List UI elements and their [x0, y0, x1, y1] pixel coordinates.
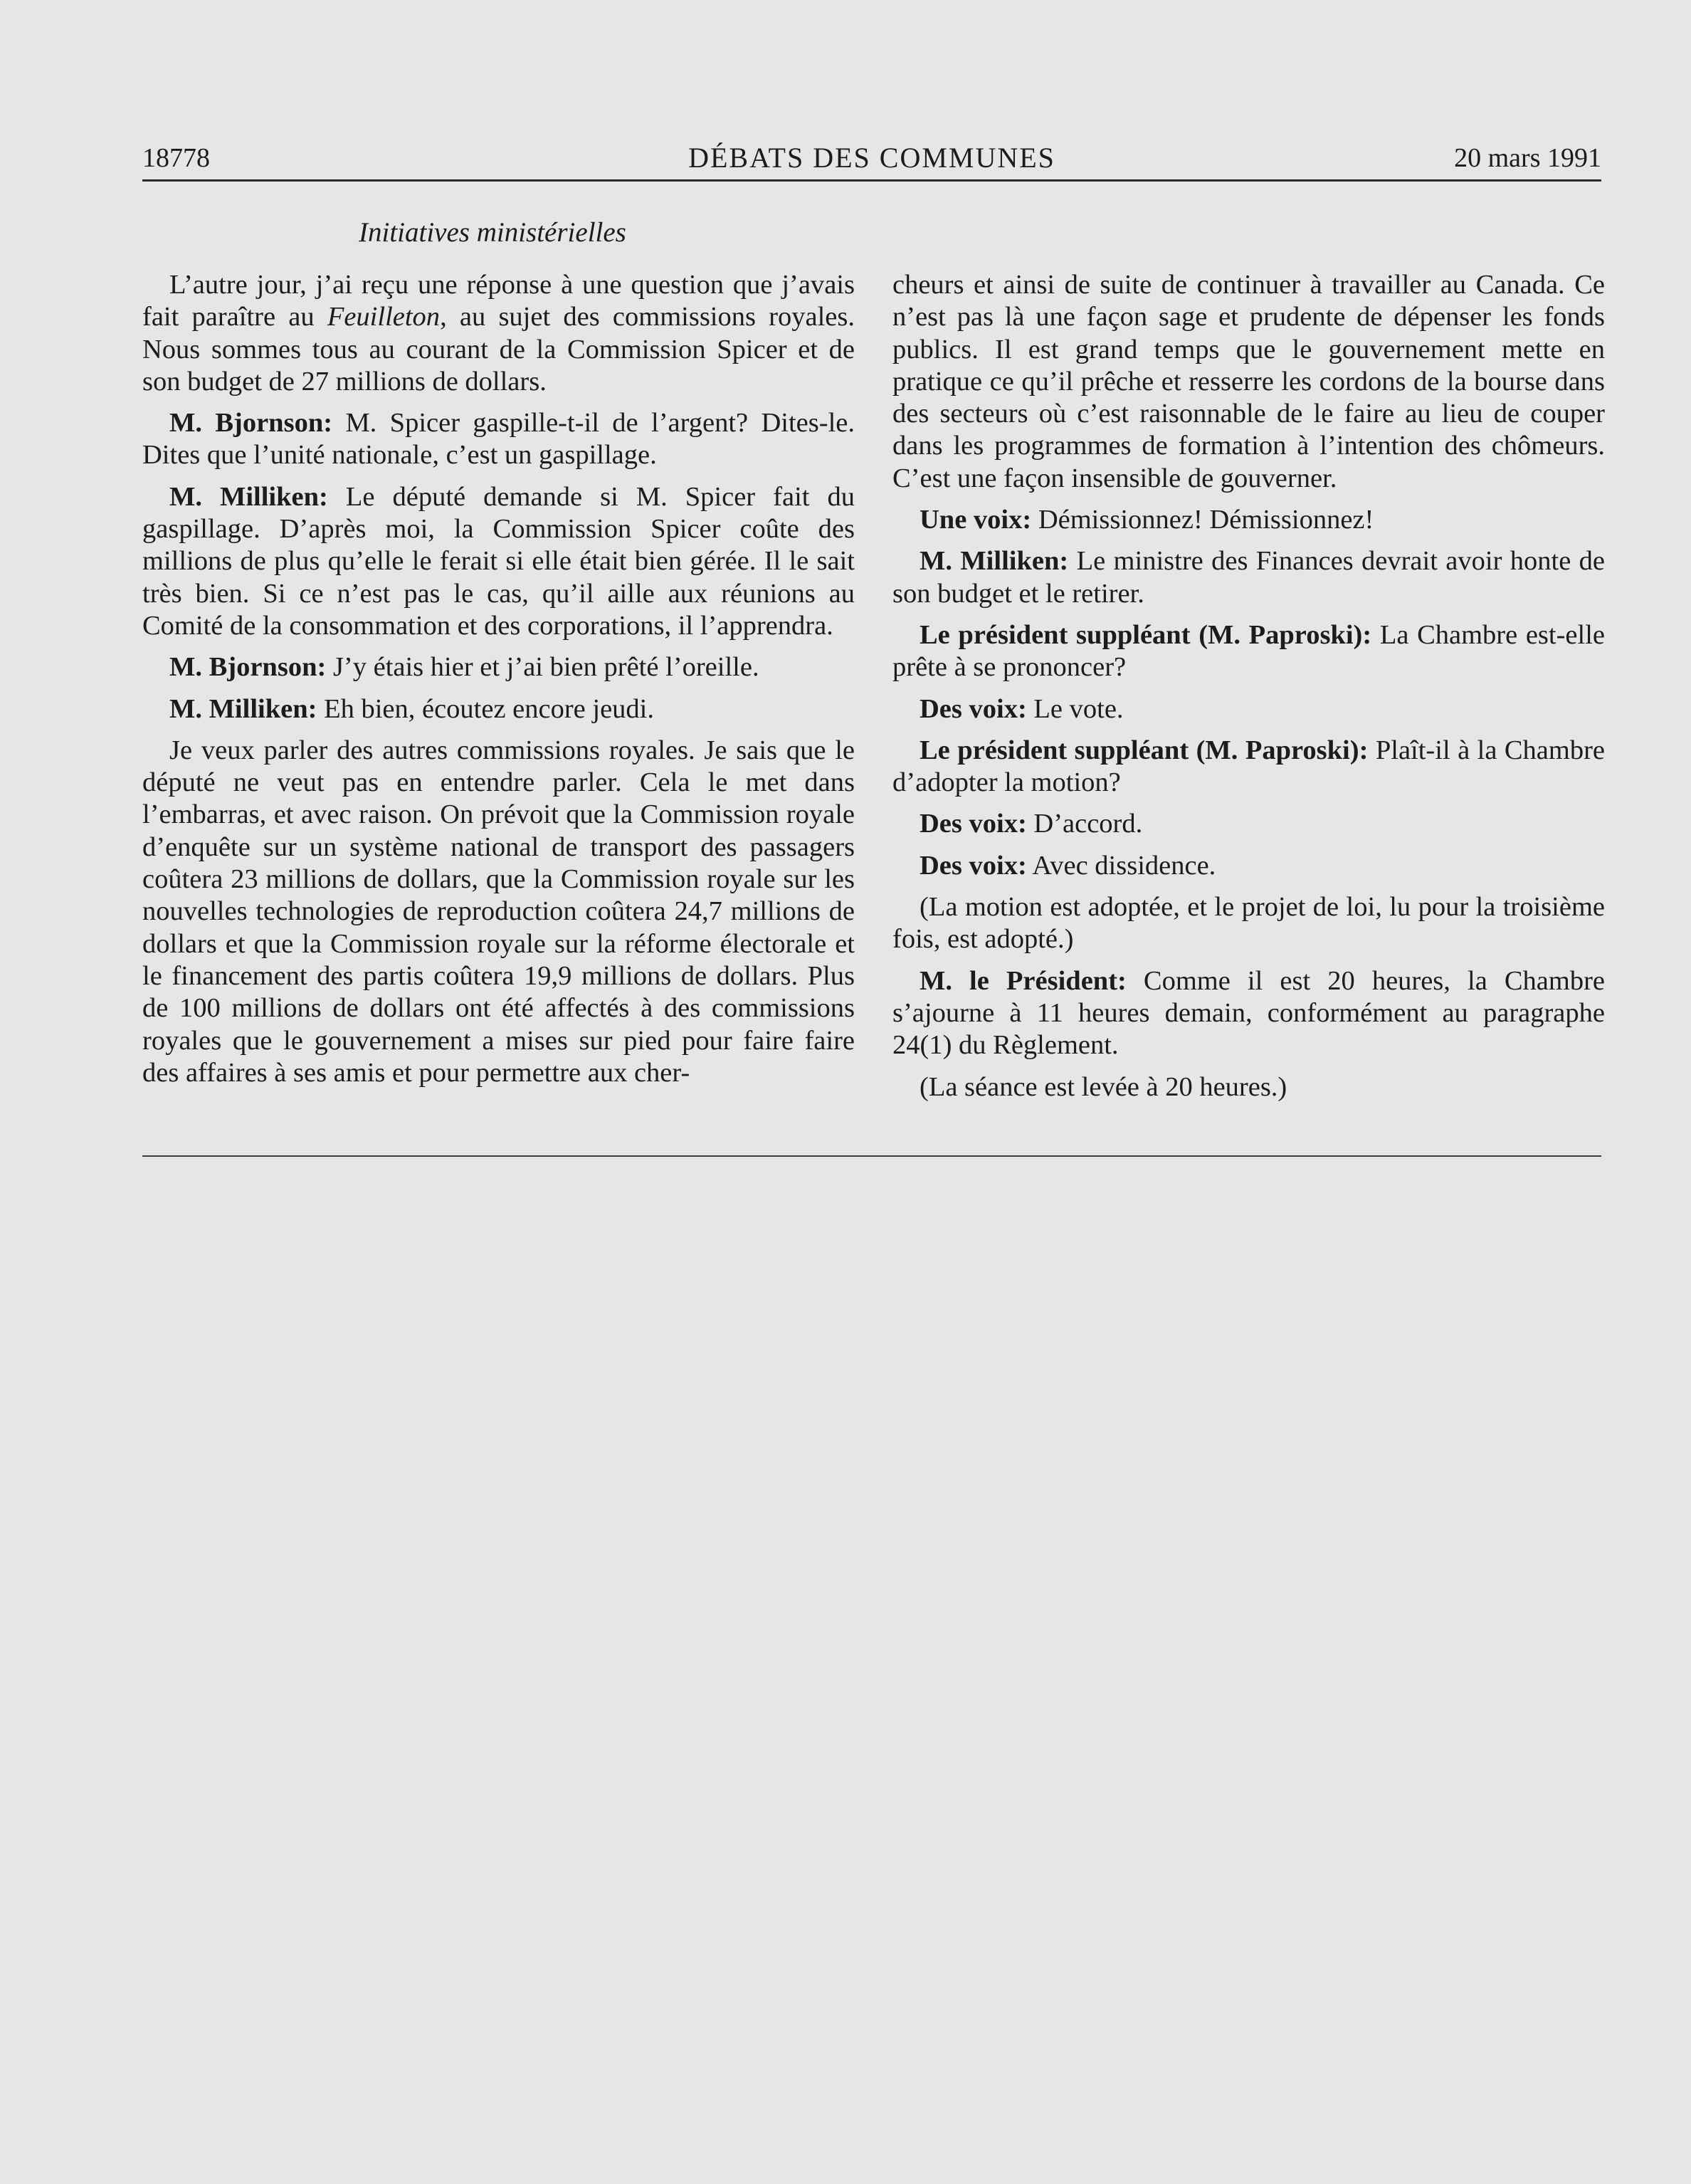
speech-text: Avec dissidence. — [1026, 850, 1216, 881]
section-heading: Initiatives ministérielles — [359, 217, 626, 248]
speech-text: D’accord. — [1026, 809, 1143, 839]
speaker-name: Le président suppléant (M. Paproski): — [920, 619, 1372, 650]
speech-text: M. Spicer gaspille-t-il de l’argent? Dites-le. Dites que l’unité nationale, c’est un gaspillage. — [142, 408, 855, 471]
procedural-note: (La séance est levée à 20 heures.) — [920, 1071, 1287, 1102]
speaker-name: M. Bjornson: — [169, 652, 327, 683]
paragraph: cheurs et ainsi de suite de continuer à travailler au Canada. Ce n’est pas là une façon sage et prudente de dépenser les fonds publics. Il est grand temps que le gouvernement mette en pratique ce qu’il prêche et resserre les cordons de la bourse dans des secteurs où c’est raisonnable de le faire au lieu de couper dans les programmes de formation à l’intention des chômeurs. C’est une façon insensible de gouverner. — [892, 270, 1605, 493]
speaker-name: M. Milliken: — [169, 481, 328, 512]
speech-text: Le vote. — [1026, 693, 1124, 724]
speech-text: Le ministre des Finances devrait avoir honte de son budget et le retirer. — [892, 546, 1606, 609]
speech-text: Eh bien, écoutez encore jeudi. — [317, 693, 654, 724]
speech — [892, 808, 1605, 840]
speech — [892, 693, 1605, 725]
speaker-name: Le président suppléant (M. Paproski): — [920, 735, 1369, 765]
speaker-name: M. Milliken: — [169, 693, 317, 724]
italic-title: Feuilleton — [327, 302, 441, 332]
speaker-name: Des voix: — [920, 809, 1027, 839]
speaker-name: Des voix: — [920, 693, 1027, 724]
speech-text: J’y étais hier et j’ai bien prêté l’oreille. — [326, 652, 759, 683]
speech-text: Démissionnez! Démissionnez! — [1031, 505, 1374, 535]
paragraph — [142, 269, 855, 398]
speech — [892, 619, 1605, 684]
speech — [892, 504, 1605, 536]
speech — [142, 693, 855, 725]
speech-text: Le député demande si M. Spicer fait du gaspillage. D’après moi, la Commission Spicer coûte des millions de plus qu’elle le ferait si elle était bien gérée. Il le sait très bien. Si ce n’est pas le cas, qu’il aille aux réunions au Comité de la consommation et des corporations, il l’apprendra. — [142, 481, 855, 641]
speech — [142, 481, 855, 642]
running-head — [142, 140, 1601, 177]
speech — [892, 965, 1605, 1062]
speaker-name: M. Milliken: — [920, 546, 1069, 577]
speaker-name: M. Bjornson: — [169, 408, 333, 439]
speech — [892, 545, 1605, 610]
speaker-name: M. le Président: — [920, 965, 1127, 996]
speech — [892, 850, 1605, 882]
speech — [892, 735, 1605, 799]
publication-date: 20 mars 1991 — [1454, 143, 1601, 173]
procedural-note: (La motion est adoptée, et le projet de loi, lu pour la troisième fois, est adopté.) — [892, 892, 1605, 955]
speech-text: La Chambre est-elle prête à se prononcer? — [892, 619, 1605, 683]
speech — [142, 651, 855, 683]
paragraph-text: L’autre jour, j’ai reçu une réponse à une question que j’avais fait paraître au — [142, 270, 855, 332]
paragraph: Je veux parler des autres commissions royales. Je sais que le député ne veut pas en entendre parler. Cela le met dans l’embarras, et avec raison. On prévoit que la Commission royale d’enquête sur un système national de transport des passagers coûtera 23 millions de dollars, que la Commission royale sur les nouvelles technologies de reproduction coûtera 24,7 millions de dollars et que la Commission royale sur la réforme électorale et le financement des partis coûtera 19,9 millions de dollars. Plus de 100 millions de dollars ont été affectés à des commissions royales que le gouvernement a mises sur pied pour faire faire des affaires à ses amis et pour permettre aux cher- — [142, 735, 855, 1088]
speech — [142, 407, 855, 472]
footer-rule — [142, 1155, 1601, 1157]
speech-text: Plaît-il à la Chambre d’adopter la motion? — [892, 735, 1605, 798]
speech-text: Comme il est 20 heures, la Chambre s’ajourne à 11 heures demain, conformément au paragraphe 24(1) du Règlement. — [892, 965, 1605, 1061]
publication-title: DÉBATS DES COMMUNES — [688, 142, 1055, 174]
speaker-name: Des voix: — [920, 850, 1027, 881]
paragraph-text: , au sujet des commissions royales. Nous sommes tous au courant de la Commission Spicer et de son budget de 27 millions de dollars. — [142, 302, 855, 397]
right-column — [892, 269, 1605, 1113]
left-column — [142, 269, 855, 1098]
header-rule — [142, 179, 1601, 182]
speaker-name: Une voix: — [920, 505, 1032, 535]
page-number: 18778 — [142, 143, 210, 173]
